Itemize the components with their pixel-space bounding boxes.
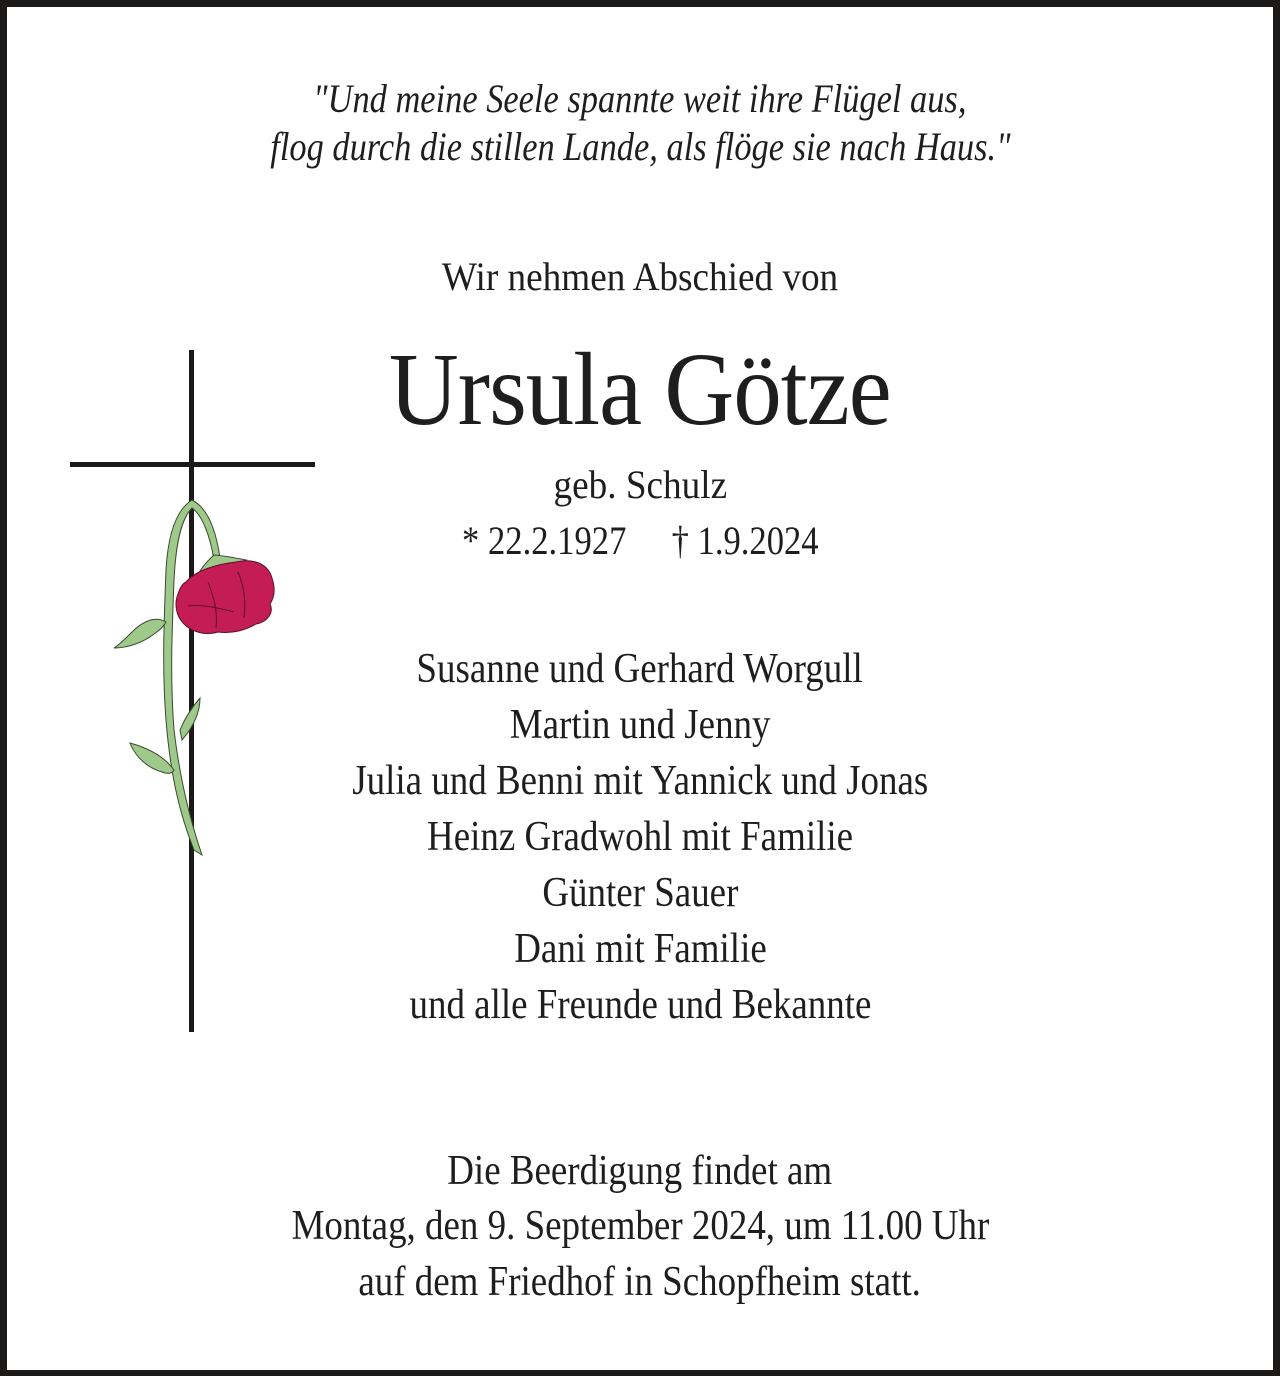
intro-text: Wir nehmen Abschied von <box>441 254 839 299</box>
intro-line <box>0 254 1280 299</box>
quote-text-2: flog durch die stillen Lande, als flöge sie nach Haus." <box>269 124 1011 169</box>
rose-icon <box>114 500 274 855</box>
deceased-name-text: Ursula Götze <box>389 332 891 447</box>
mourner-text: Susanne und Gerhard Worgull <box>416 646 864 692</box>
birth-date: * 22.2.1927 <box>462 518 627 563</box>
mourner-text: Heinz Gradwohl mit Familie <box>426 814 853 860</box>
funeral-line-2 <box>0 1205 1280 1247</box>
cross-icon <box>70 350 315 1032</box>
mourner-text: Dani mit Familie <box>513 926 767 972</box>
cross-with-rose-illustration <box>68 350 318 1035</box>
quote-text-1: "Und meine Seele spannte weit ihre Flügel aus, <box>313 76 967 121</box>
mourner-text: und alle Freunde und Bekannte <box>409 982 871 1028</box>
death-date: † 1.9.2024 <box>671 518 819 563</box>
quote-line-2 <box>0 124 1280 169</box>
mourner-text: Günter Sauer <box>541 870 739 916</box>
maiden-name-text: geb. Schulz <box>553 462 727 507</box>
funeral-text-2: Montag, den 9. September 2024, um 11.00 Uhr <box>291 1203 989 1249</box>
funeral-text-3: auf dem Friedhof in Schopfheim statt. <box>358 1259 922 1305</box>
funeral-line-3 <box>0 1261 1280 1303</box>
funeral-text-1: Die Beerdigung findet am <box>447 1148 833 1194</box>
life-dates-wrap <box>456 518 824 563</box>
funeral-line-1 <box>0 1150 1280 1192</box>
mourner-text: Julia und Benni mit Yannick und Jonas <box>352 758 928 804</box>
quote-line-1 <box>0 76 1280 121</box>
mourner-text: Martin und Jenny <box>509 702 771 748</box>
